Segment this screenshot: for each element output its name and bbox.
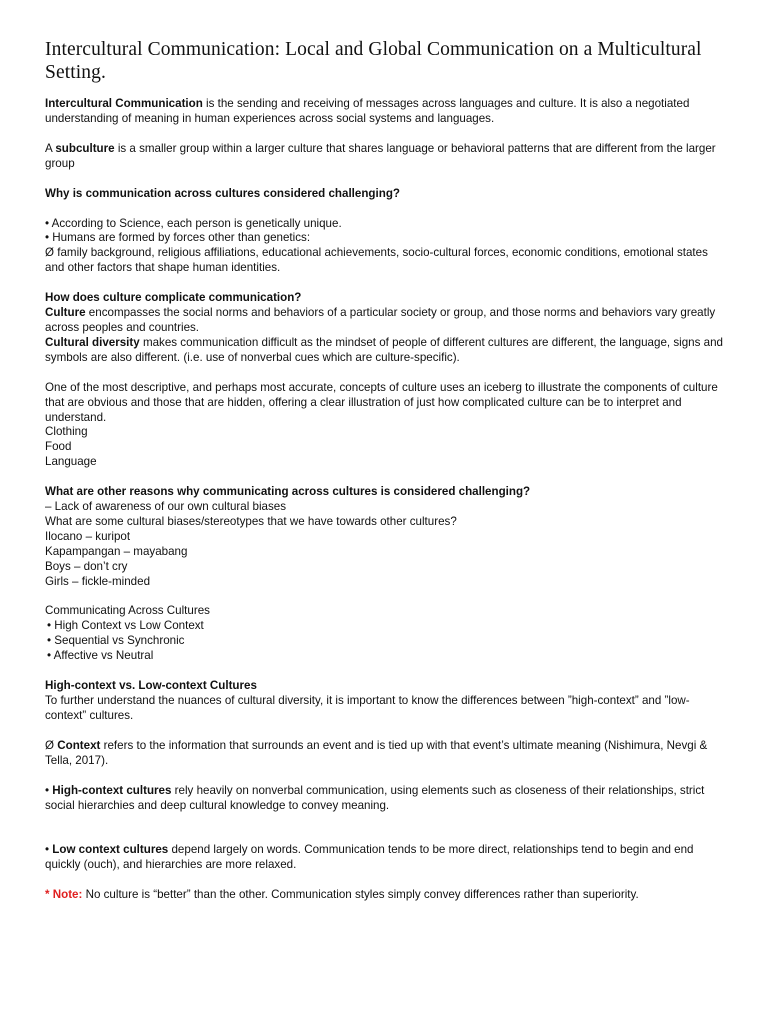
- paragraph-culture: Culture encompasses the social norms and behaviors of a particular society or group, and those norms and behaviors vary greatly across peoples and countries.: [45, 306, 716, 334]
- list-item: • High Context vs Low Context: [47, 619, 204, 633]
- question-heading: What are other reasons why communicating across cultures is considered challenging?: [45, 485, 531, 499]
- list-item: Ø family background, religious affiliations, educational achievements, socio-cultural forces, economic conditions, emotional states and other factors that shape human identities.: [45, 246, 708, 275]
- paragraph-high-context: • High-context cultures rely heavily on nonverbal communication, using elements such as closeness of their relationships, strict social hierarchies and deep cultural knowledge to convey meaning.: [45, 783, 705, 812]
- question-heading: How does culture complicate communication?: [45, 291, 302, 305]
- list-item: Boys – don’t cry: [45, 559, 128, 573]
- list-item: Ilocano – kuripot: [45, 529, 131, 543]
- list-item: What are some cultural biases/stereotypes that we have towards other cultures?: [45, 514, 457, 528]
- list-item: Girls – fickle-minded: [45, 574, 151, 588]
- question-heading: Why is communication across cultures considered challenging?: [45, 186, 400, 200]
- list-item: • Sequential vs Synchronic: [47, 634, 185, 648]
- list-item: Clothing: [45, 425, 88, 439]
- paragraph-low-context: • Low context cultures depend largely on words. Communication tends to be more direct, relationships tend to begin and end quickly (ouch), and hierarchies are more relaxed.: [45, 843, 694, 872]
- note-label: * Note:: [45, 888, 83, 902]
- paragraph-diversity: Cultural diversity makes communication difficult as the mindset of people of different cultures are different, the language, signs and symbols are also different. (i.e. use of nonverbal cues which are culture-specific).: [45, 335, 723, 364]
- term-intercultural: Intercultural Communication: [45, 97, 203, 110]
- list-item: • According to Science, each person is genetically unique.: [45, 216, 342, 230]
- paragraph-iceberg: One of the most descriptive, and perhaps most accurate, concepts of culture uses an iceberg to illustrate the components of culture that are obvious and those that are hidden, offering a clear illustration of just how complicated culture can be to interpret and understand.: [45, 380, 718, 424]
- list-item: • Affective vs Neutral: [47, 649, 154, 663]
- note: * Note: No culture is “better” than the other. Communication styles simply convey differences rather than superiority.: [45, 888, 639, 902]
- paragraph-intercultural: Intercultural Communication is the sending and receiving of messages across languages and culture. It is also a negotiated understanding of meaning in human experiences across social systems and languages.: [45, 97, 690, 125]
- term-subculture: subculture: [55, 141, 115, 155]
- section-heading: High-context vs. Low-context Cultures: [45, 679, 257, 693]
- list-item: Food: [45, 440, 72, 454]
- list-item: • Humans are formed by forces other than genetics:: [45, 231, 311, 245]
- paragraph-subculture: A subculture is a smaller group within a larger culture that shares language or behavioral patterns that are different from the larger group: [45, 141, 716, 170]
- section-heading: Communicating Across Cultures: [45, 604, 210, 618]
- paragraph-hc-intro: To further understand the nuances of cultural diversity, it is important to know the differences between ”high-context” and ”low-context” cultures.: [45, 694, 690, 722]
- page-title: Intercultural Communication: Local and Global Communication on a Multicultural Setting.: [45, 39, 702, 83]
- document-body: [45, 97, 726, 903]
- list-item: – Lack of awareness of our own cultural biases: [45, 500, 287, 514]
- list-item: Language: [45, 455, 97, 469]
- list-item: Kapampangan – mayabang: [45, 544, 188, 558]
- paragraph-context: Ø Context refers to the information that surrounds an event and is tied up with that event’s ultimate meaning (Nishimura, Nevgi & Tella, 2017).: [45, 738, 708, 767]
